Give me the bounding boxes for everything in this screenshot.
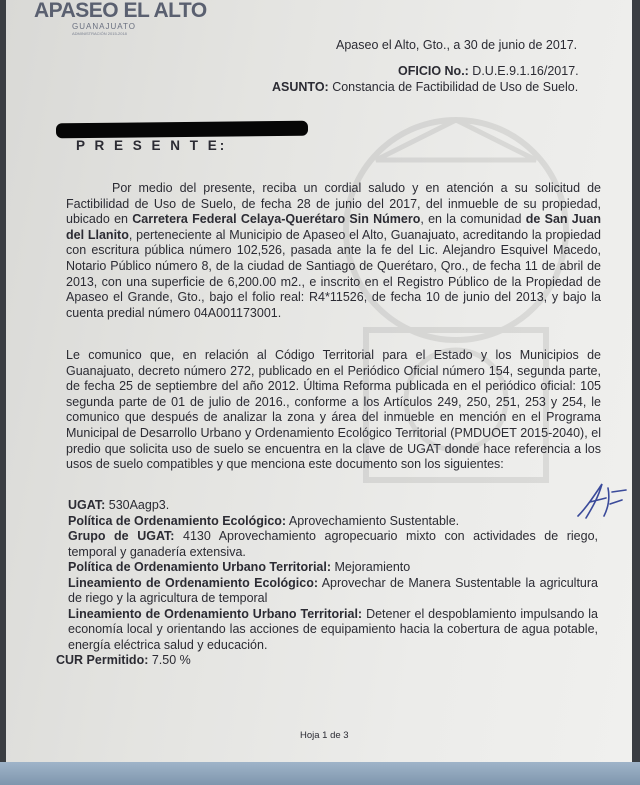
oficio-label: OFICIO No.:	[398, 64, 469, 78]
info-item	[68, 514, 598, 530]
salutation: P R E S E N T E:	[76, 138, 228, 153]
asunto-label: ASUNTO:	[272, 80, 329, 94]
info-item	[68, 529, 598, 560]
info-item	[68, 498, 598, 514]
community-bold: de San Juan del Llanito	[66, 212, 601, 242]
info-label: Grupo de UGAT:	[68, 529, 175, 543]
info-label: Lineamiento de Ordenamiento Urbano Territorial:	[68, 606, 363, 621]
info-value: Mejoramiento	[331, 560, 411, 574]
paragraph-text: Por medio del presente, reciba un cordial saludo y en atención a su solicitud de Factibilidad de Uso de Suelo, de fecha 28 de junio del 2017, del inmueble de su propiedad, ubicado en	[66, 181, 601, 227]
info-label: Política de Ordenamiento Ecológico:	[68, 513, 287, 528]
cur-label: CUR Permitido:	[56, 653, 149, 667]
background-surface	[0, 762, 640, 785]
info-label: Lineamiento de Ordenamiento Ecológico:	[68, 575, 319, 590]
info-item	[68, 576, 598, 607]
logo-tagline: ADMINISTRACIÓN 2015-2018	[72, 31, 127, 36]
logo-text: APASEO EL ALTO	[34, 0, 207, 22]
cur-item	[56, 653, 598, 669]
info-item	[68, 607, 598, 654]
info-value: 4130 Aprovechamiento agropecuario mixto con actividades de riego, temporal y ganadería extensiva.	[68, 529, 599, 559]
cur-value: 7.50 %	[148, 653, 191, 667]
municipality-logo	[34, 0, 207, 36]
document-page	[6, 0, 632, 770]
info-label: UGAT:	[68, 498, 106, 512]
signature-icon	[572, 478, 632, 523]
asunto-value: Constancia de Factibilidad de Uso de Suelo.	[328, 80, 579, 94]
land-use-info	[56, 498, 599, 669]
redaction-bar	[56, 121, 308, 139]
paragraph-text: , en la comunidad	[420, 212, 526, 227]
info-value: Aprovechamiento Sustentable.	[286, 513, 460, 528]
info-value: 530Aagp3.	[105, 498, 170, 512]
asunto-line	[272, 80, 578, 94]
dateline: Apaseo el Alto, Gto., a 30 de junio de 2017.	[336, 38, 578, 52]
info-value: Detener el despoblamiento impulsando la economía local y orientando las acciones de equipamiento hacia la cobertura de agua potable, energía eléctrica salud y educación.	[68, 606, 599, 652]
address-bold: Carretera Federal Celaya-Querétaro Sin Número	[132, 212, 421, 227]
paragraph-text: , perteneciente al Municipio de Apaseo el Alto, Guanajuato, acreditando la propiedad con escritura pública número 102,526, pasada ante la fe del Lic. Alejandro Esquivel Macedo, Notario Público número 8, de la ciudad de Santiago de Querétaro, Qro., de fecha 11 de abril de 2013, con una superficie de 6,200.00 m2., e inscrito en el Registro Público de la Propiedad de Apaseo el Grande, Gto., bajo el folio real: R4*11526, de fecha 10 de junio del 2013, y bajo la cuenta predial número 04A001173001.	[66, 227, 601, 320]
paragraph-legal: Le comunico que, en relación al Código Territorial para el Estado y los Municipios de Guanajuato, decreto número 272, publicado en el Periódico Oficial número 154, segunda parte, de fecha 25 de septiembre del año 2012. Última Reforma publicada en el periódico oficial: 105 segunda parte de 01 de julio de 2016., conforme a los Artículos 249, 250, 251, 253 y 254, le comunico que después de analizar la zona y área del inmueble en mención en el Programa Municipal de Desarrollo Urbano y Ordenamiento Ecológico Territorial (PMDUOET 2015-2040), el predio que solicita uso de suelo se encuentra en la clave de UGAT donde hace referencia a los usos de suelo compatibles y que menciona este documento son los siguientes:	[66, 348, 601, 472]
info-label: Política de Ordenamiento Urbano Territorial:	[68, 560, 332, 574]
page-number: Hoja 1 de 3	[300, 730, 349, 741]
info-value: Aprovechar de Manera Sustentable la agricultura de riego y la agricultura de temporal	[68, 575, 598, 605]
oficio-line	[398, 64, 579, 78]
paragraph-request	[66, 181, 601, 321]
oficio-value: D.U.E.9.1.16/2017.	[468, 64, 579, 78]
logo-subtitle: GUANAJUATO	[72, 22, 136, 31]
info-item	[68, 560, 598, 576]
